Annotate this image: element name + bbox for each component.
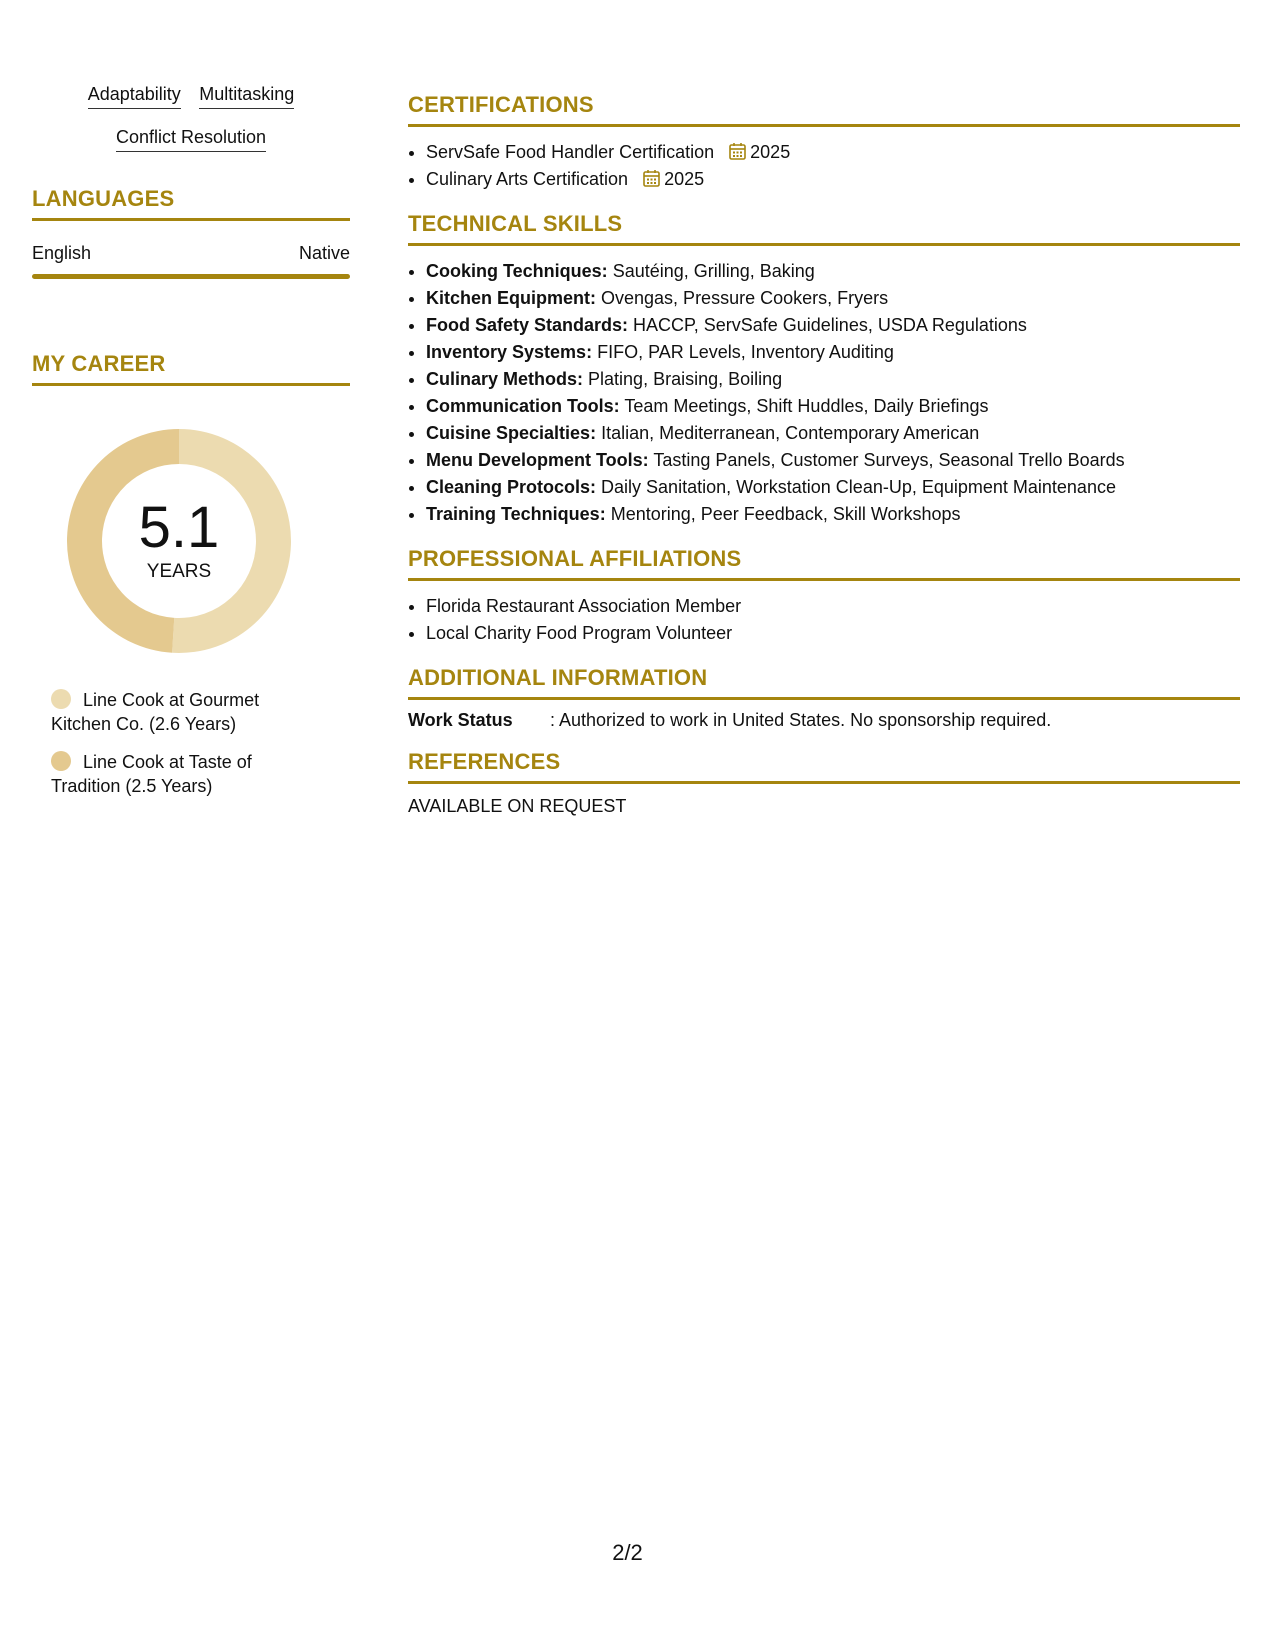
career-donut-chart bbox=[66, 428, 292, 654]
skill-label: Kitchen Equipment: bbox=[426, 288, 596, 308]
legend-item bbox=[51, 688, 291, 736]
total-years-value: 5.1 bbox=[138, 495, 220, 560]
left-column bbox=[32, 84, 350, 812]
additional-info-heading: ADDITIONAL INFORMATION bbox=[408, 665, 1240, 700]
language-name: English bbox=[32, 243, 92, 263]
skill-label: Cuisine Specialties: bbox=[426, 423, 597, 443]
list-item: • Florida Restaurant Association Member bbox=[426, 593, 1240, 620]
work-status-value: : Authorized to work in United States. No sponsorship required. bbox=[550, 710, 1052, 730]
additional-info-section bbox=[408, 665, 1240, 731]
career-heading: MY CAREER bbox=[32, 351, 350, 386]
soft-skills-row-2 bbox=[32, 127, 350, 152]
certifications-list bbox=[408, 139, 1240, 193]
certifications-heading: CERTIFICATIONS bbox=[408, 92, 1240, 127]
skill-label: Menu Development Tools: bbox=[426, 450, 649, 470]
list-item bbox=[426, 166, 1240, 193]
certification-name: Culinary Arts Certification bbox=[426, 169, 629, 189]
skill-value: Ovengas, Pressure Cookers, Fryers bbox=[601, 288, 889, 308]
skill-label: Training Techniques: bbox=[426, 504, 606, 524]
skill-value: Italian, Mediterranean, Contemporary American bbox=[601, 423, 980, 443]
skill-value: Tasting Panels, Customer Surveys, Seasonal Trello Boards bbox=[653, 450, 1125, 470]
list-item bbox=[426, 393, 1240, 420]
list-item bbox=[426, 312, 1240, 339]
list-item bbox=[426, 501, 1240, 528]
skill-label: Cooking Techniques: bbox=[426, 261, 608, 281]
language-level: Native bbox=[298, 243, 350, 263]
career-legend bbox=[51, 688, 291, 798]
legend-label: Line Cook at Taste of Tradition (2.5 Years) bbox=[51, 752, 252, 796]
list-item bbox=[426, 366, 1240, 393]
certification-year: 2025 bbox=[750, 142, 791, 162]
skill-value: FIFO, PAR Levels, Inventory Auditing bbox=[597, 342, 894, 362]
technical-skills-section bbox=[408, 211, 1240, 528]
right-column bbox=[408, 92, 1240, 835]
list-item bbox=[426, 420, 1240, 447]
soft-skills-row-1 bbox=[32, 84, 350, 109]
legend-dot bbox=[51, 751, 71, 771]
list-item bbox=[426, 258, 1240, 285]
career-section bbox=[32, 351, 350, 798]
certification-name: ServSafe Food Handler Certification bbox=[426, 142, 715, 162]
skill-value: Plating, Braising, Boiling bbox=[588, 369, 783, 389]
skill-label: Inventory Systems: bbox=[426, 342, 593, 362]
skill-value: Team Meetings, Shift Huddles, Daily Briefings bbox=[624, 396, 989, 416]
legend-dot bbox=[51, 689, 71, 709]
affiliations-heading: PROFESSIONAL AFFILIATIONS bbox=[408, 546, 1240, 581]
legend-item bbox=[51, 750, 291, 798]
technical-skills-heading: TECHNICAL SKILLS bbox=[408, 211, 1240, 246]
affiliations-list bbox=[408, 593, 1240, 647]
references-text: AVAILABLE ON REQUEST bbox=[408, 796, 627, 816]
list-item bbox=[426, 474, 1240, 501]
skill-label: Food Safety Standards: bbox=[426, 315, 629, 335]
certification-year: 2025 bbox=[664, 169, 705, 189]
skill-value: Sautéing, Grilling, Baking bbox=[612, 261, 815, 281]
language-level-bar bbox=[32, 274, 350, 279]
skill-value: Daily Sanitation, Workstation Clean-Up, Equipment Maintenance bbox=[601, 477, 1116, 497]
skill-label: Cleaning Protocols: bbox=[426, 477, 597, 497]
page-number: 2/2 bbox=[612, 1540, 643, 1565]
calendar-icon bbox=[643, 169, 660, 187]
languages-heading: LANGUAGES bbox=[32, 186, 350, 221]
skill-tag: Adaptability bbox=[88, 84, 181, 109]
skill-value: Mentoring, Peer Feedback, Skill Workshops bbox=[610, 504, 961, 524]
list-item bbox=[426, 339, 1240, 366]
skill-value: HACCP, ServSafe Guidelines, USDA Regulations bbox=[633, 315, 1027, 335]
skill-label: Culinary Methods: bbox=[426, 369, 584, 389]
skill-label: Communication Tools: bbox=[426, 396, 620, 416]
work-status-row bbox=[408, 710, 1240, 731]
affiliations-section bbox=[408, 546, 1240, 647]
legend-label: Line Cook at Gourmet Kitchen Co. (2.6 Years) bbox=[51, 690, 260, 734]
skill-tag: Multitasking bbox=[199, 84, 294, 109]
certifications-section bbox=[408, 92, 1240, 193]
language-row bbox=[32, 243, 350, 274]
total-years-unit: YEARS bbox=[146, 561, 212, 582]
references-heading: REFERENCES bbox=[408, 749, 1240, 784]
list-item bbox=[426, 139, 1240, 166]
list-item bbox=[426, 447, 1240, 474]
skill-tag: Conflict Resolution bbox=[116, 127, 266, 152]
technical-skills-list bbox=[408, 258, 1240, 528]
list-item bbox=[426, 285, 1240, 312]
work-status-label: Work Status bbox=[408, 710, 513, 730]
list-item: • Local Charity Food Program Volunteer bbox=[426, 620, 1240, 647]
donut-center bbox=[66, 428, 292, 654]
references-section bbox=[408, 749, 1240, 817]
calendar-icon bbox=[729, 142, 746, 160]
